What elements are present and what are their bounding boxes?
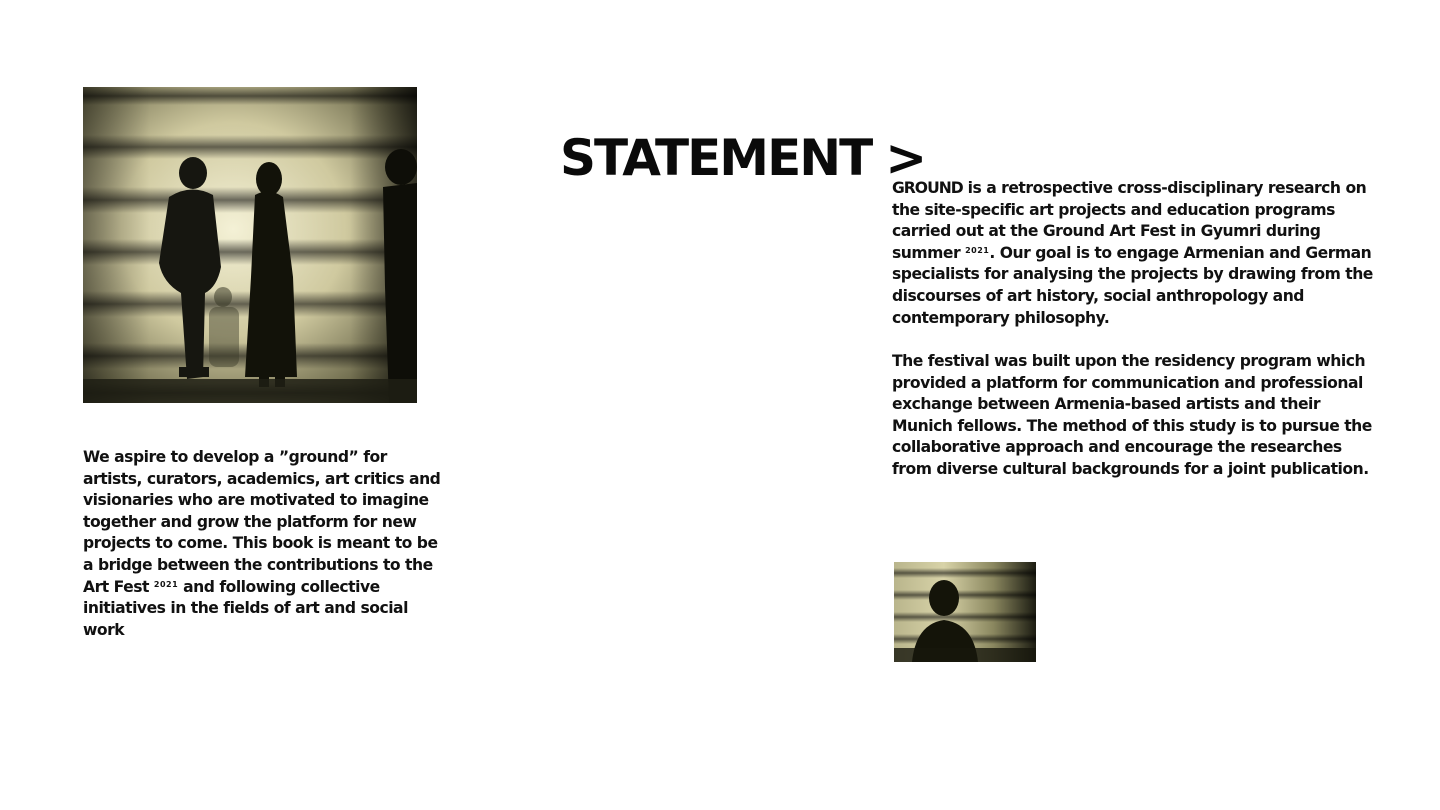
statement-paragraph-1 xyxy=(892,178,1382,329)
aspire-paragraph xyxy=(83,447,448,641)
aspire-text: We aspire to develop a ”ground” for artists, curators, academics, art critics and visionaries who are motivated to imagine together and grow the platform for new projects to come. This book is meant to be a bridge between the contributions to the Art Fest xyxy=(83,448,441,596)
statement-paragraph-2: The festival was built upon the residency program which provided a platform for communication and professional exchange between Armenia-based artists and their Munich fellows. The method of this study is to pursue the collaborative approach and encourage the researches from diverse cultural backgrounds for a joint publication. xyxy=(892,352,1372,478)
statement-p1-text-end: . Our goal is to engage Armenian and German specialists for analysing the projects by drawing from the discourses of art history, social anthropology and contemporary philosophy. xyxy=(892,243,1373,327)
page-title xyxy=(560,128,925,188)
heading-text: STATEMENT xyxy=(560,129,872,187)
statement-p1-text: is a retrospective cross-disciplinary research on the site-specific art projects and education programs carried out at the Ground Art Fest in Gyumri during summer xyxy=(892,179,1367,262)
heading-arrow: > xyxy=(885,129,926,187)
silhouettes-image xyxy=(83,87,417,403)
silhouette-image xyxy=(894,562,1036,662)
small-photo-silhouette xyxy=(894,562,1036,662)
aspire-text-end: and following collective initiatives in the fields of art and social work xyxy=(83,577,408,639)
year-superscript: 2021 xyxy=(153,579,179,589)
hero-photo-silhouettes xyxy=(83,87,417,403)
brand-name: GROUND xyxy=(892,179,963,197)
year-superscript: 2021 xyxy=(965,245,990,255)
